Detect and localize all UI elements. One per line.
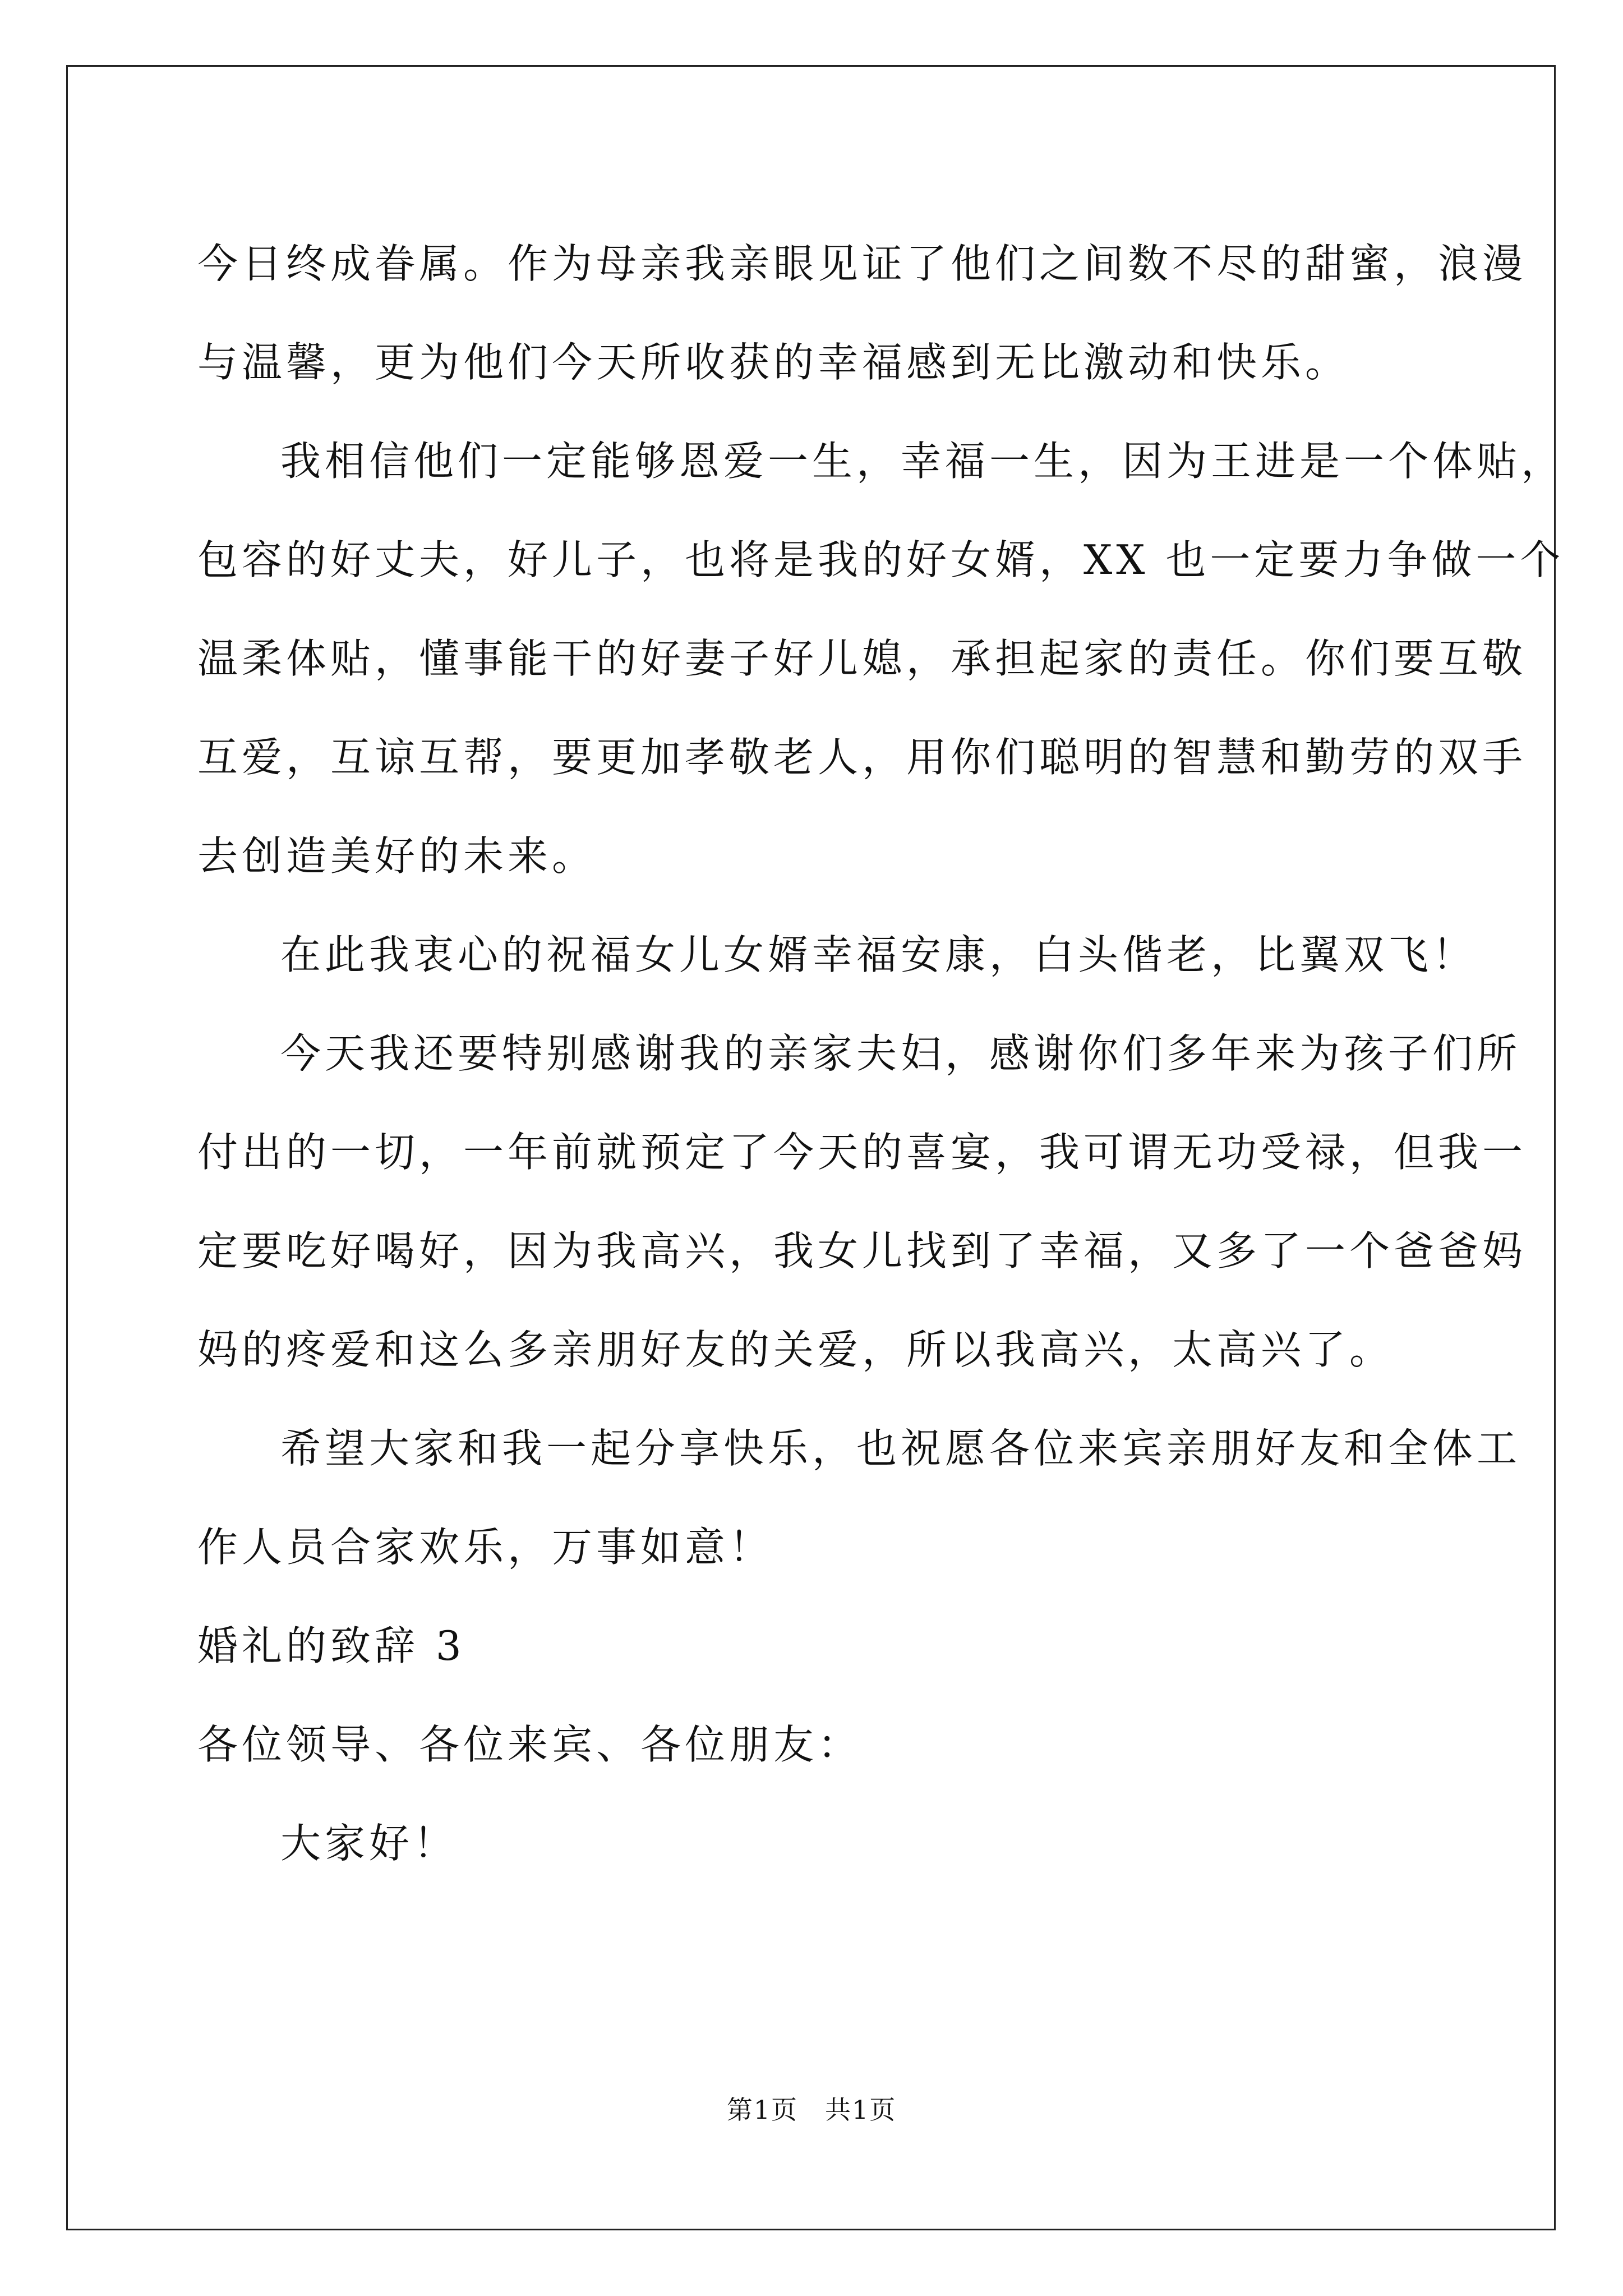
text-line: 妈的疼爱和这么多亲朋好友的关爱，所以我高兴，太高兴了。: [197, 1326, 1394, 1373]
greeting: 大家好！: [280, 1820, 458, 1867]
text-line: 温柔体贴，懂事能干的好妻子好儿媳，承担起家的责任。你们要互敬: [197, 635, 1527, 682]
page-number-footer: 第1页 共1页: [726, 2095, 897, 2125]
text-line: 付出的一切，一年前就预定了今天的喜宴，我可谓无功受禄，但我一: [197, 1129, 1527, 1176]
document-body: [197, 214, 1566, 1893]
section-heading: 婚礼的致辞 3: [197, 1622, 465, 1669]
text-line: 作人员合家欢乐，万事如意！: [197, 1524, 774, 1571]
text-line: 我相信他们一定能够恩爱一生，幸福一生，因为王进是一个体贴，: [280, 438, 1566, 485]
text-line: 与温馨，更为他们今天所收获的幸福感到无比激动和快乐。: [197, 339, 1350, 386]
text-line: 希望大家和我一起分享快乐，也祝愿各位来宾亲朋好友和全体工: [280, 1425, 1521, 1472]
text-line: 今天我还要特别感谢我的亲家夫妇，感谢你们多年来为孩子们所: [280, 1030, 1521, 1077]
salutation: 各位领导、各位来宾、各位朋友：: [197, 1721, 863, 1768]
text-line: 今日终成眷属。作为母亲我亲眼见证了他们之间数不尽的甜蜜，浪漫: [197, 240, 1527, 287]
text-line: 去创造美好的未来。: [197, 832, 597, 880]
text-line: 定要吃好喝好，因为我高兴，我女儿找到了幸福，又多了一个爸爸妈: [197, 1227, 1527, 1274]
text-line: 包容的好丈夫，好儿子，也将是我的好女婿，XX 也一定要力争做一个: [197, 536, 1565, 583]
text-line: 互爱，互谅互帮，要更加孝敬老人，用你们聪明的智慧和勤劳的双手: [197, 734, 1527, 781]
text-line: 在此我衷心的祝福女儿女婿幸福安康，白头偕老，比翼双飞！: [280, 931, 1477, 978]
